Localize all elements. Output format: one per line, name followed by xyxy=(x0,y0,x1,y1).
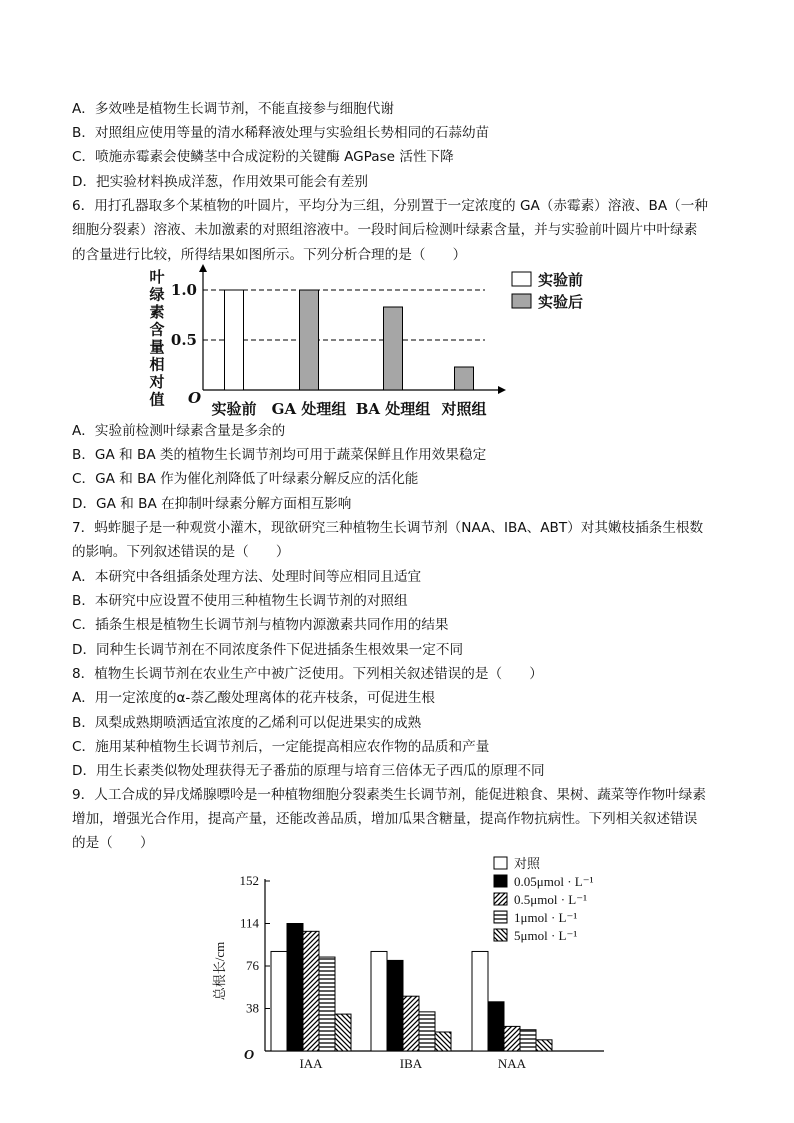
q6-option-b: B．GA 和 BA 类的植物生长调节剂均可用于蔬菜保鲜且作用效果稳定 xyxy=(72,447,487,463)
y-axis-label-char: 相 xyxy=(149,355,165,374)
y-tick-label: 1.0 xyxy=(170,281,197,299)
legend-label: 5μmol · L⁻¹ xyxy=(514,928,578,943)
bar xyxy=(335,1014,351,1051)
bar xyxy=(300,290,319,390)
y-axis-label-char: 叶 xyxy=(149,268,165,286)
chart-root-length xyxy=(200,853,620,1075)
bar xyxy=(488,1002,504,1051)
q6-option-a: A．实验前检测叶绿素含量是多余的 xyxy=(72,423,286,439)
bar xyxy=(536,1040,552,1051)
bar xyxy=(403,996,419,1051)
q6-stem-line: 细胞分裂素）溶液、未加激素的对照组溶液中。一段时间后检测叶绿素含量，并与实验前叶圆片中叶绿素 xyxy=(72,222,698,238)
y-tick-label: 38 xyxy=(246,1000,259,1016)
q7-option-d: D．同种生长调节剂在不同浓度条件下促进插条生根效果一定不同 xyxy=(72,642,464,658)
bar xyxy=(455,367,474,390)
y-axis-label-char: 绿 xyxy=(149,285,165,304)
y-tick-label: 114 xyxy=(239,915,259,931)
q8-option-b: B．凤梨成熟期喷洒适宜浓度的乙烯利可以促进果实的成熟 xyxy=(72,715,422,731)
x-category-label: NAA xyxy=(497,1056,527,1071)
bar xyxy=(384,307,403,390)
bar xyxy=(303,931,319,1051)
x-category-label: BA 处理组 xyxy=(355,400,431,418)
y-axis-label-char: 含 xyxy=(149,320,165,339)
legend-swatch xyxy=(512,294,531,308)
y-axis-label-char: 对 xyxy=(149,373,165,391)
legend-label: 0.5μmol · L⁻¹ xyxy=(514,892,587,907)
q5-option-c: C．喷施赤霉素会使鳞茎中合成淀粉的关键酶 AGPase 活性下降 xyxy=(72,149,454,165)
y-tick-label: 152 xyxy=(239,873,259,888)
bar xyxy=(271,951,287,1051)
bar xyxy=(287,924,303,1052)
bar xyxy=(319,957,335,1051)
bar xyxy=(371,951,387,1051)
x-category-label: IAA xyxy=(299,1056,323,1071)
origin-label: O xyxy=(244,1048,255,1063)
q8-option-d: D．用生长素类似物处理获得无子番茄的原理与培育三倍体无子西瓜的原理不同 xyxy=(72,763,545,779)
legend-swatch xyxy=(494,893,507,905)
q7-stem-line: 7．蚂蚱腿子是一种观赏小灌木，现欲研究三种植物生长调节剂（NAA、IBA、ABT）对其嫩枝插条生根数 xyxy=(72,520,704,536)
y-axis-label-char: 素 xyxy=(149,303,165,321)
y-axis-label xyxy=(148,268,165,409)
y-axis-label: 总根长/cm xyxy=(212,941,227,1001)
legend-label: 实验后 xyxy=(538,293,584,311)
q9-stem-line: 9．人工合成的异戊烯腺嘌呤是一种植物细胞分裂素类生长调节剂，能促进粮食、果树、蔬菜等作物叶绿素 xyxy=(72,787,706,803)
chart-chlorophyll xyxy=(140,262,610,420)
legend-label: 对照 xyxy=(514,856,541,871)
x-category-label: GA 处理组 xyxy=(271,400,347,418)
q7-option-a: A．本研究中各组插条处理方法、处理时间等应相同且适宜 xyxy=(72,569,422,585)
x-axis-arrow xyxy=(498,386,506,394)
legend-swatch xyxy=(512,272,531,286)
y-axis-label-char: 量 xyxy=(149,338,165,356)
q6-stem-line: 6．用打孔器取多个某植物的叶圆片，平均分为三组，分别置于一定浓度的 GA（赤霉素）溶液、BA（一种 xyxy=(72,198,708,214)
q6-option-c: C．GA 和 BA 作为催化剂降低了叶绿素分解反应的活化能 xyxy=(72,471,419,487)
legend-swatch xyxy=(494,857,507,869)
q5-option-a: A．多效唑是植物生长调节剂，不能直接参与细胞代谢 xyxy=(72,101,394,117)
legend-label: 0.05μmol · L⁻¹ xyxy=(514,874,594,889)
q8-stem-line: 8．植物生长调节剂在农业生产中被广泛使用。下列相关叙述错误的是（ ） xyxy=(72,666,543,682)
legend-swatch xyxy=(494,911,507,923)
y-axis-arrow xyxy=(199,264,207,272)
legend-swatch xyxy=(494,875,507,887)
bar xyxy=(520,1030,536,1051)
q5-option-b: B．对照组应使用等量的清水稀释液处理与实验组长势相同的石蒜幼苗 xyxy=(72,125,490,141)
bar xyxy=(387,960,403,1051)
legend-label: 实验前 xyxy=(538,271,584,289)
origin-label: O xyxy=(188,389,202,407)
y-tick-label: 0.5 xyxy=(170,331,197,349)
q9-stem-line: 增加，增强光合作用，提高产量，还能改善品质，增加瓜果含糖量，提高作物抗病性。下列相关叙述错误 xyxy=(72,811,698,827)
legend-label: 1μmol · L⁻¹ xyxy=(514,910,578,925)
legend-swatch xyxy=(494,929,507,941)
q9-stem-line: 的是（ ） xyxy=(72,835,154,851)
bar xyxy=(504,1026,520,1051)
bar xyxy=(435,1032,451,1051)
q8-option-a: A．用一定浓度的α-萘乙酸处理离体的花卉枝条，可促进生根 xyxy=(72,690,436,706)
bar xyxy=(472,951,488,1051)
x-category-label: 对照组 xyxy=(441,400,487,418)
x-category-label: 实验前 xyxy=(211,400,257,418)
q7-stem-line: 的影响。下列叙述错误的是（ ） xyxy=(72,544,290,560)
q6-option-d: D．GA 和 BA 在抑制叶绿素分解方面相互影响 xyxy=(72,496,352,512)
q7-option-b: B．本研究中应设置不使用三种植物生长调节剂的对照组 xyxy=(72,593,408,609)
q7-option-c: C．插条生根是植物生长调节剂与植物内源激素共同作用的结果 xyxy=(72,617,449,633)
x-category-label: IBA xyxy=(399,1056,423,1071)
y-axis-label-char: 值 xyxy=(149,390,165,409)
bar xyxy=(419,1012,435,1051)
y-tick-label: 76 xyxy=(246,958,259,973)
bar xyxy=(225,290,244,390)
q6-stem-line: 的含量进行比较，所得结果如图所示。下列分析合理的是（ ） xyxy=(72,247,467,263)
q8-option-c: C．施用某种植物生长调节剂后，一定能提高相应农作物的品质和产量 xyxy=(72,739,490,755)
q5-option-d: D．把实验材料换成洋葱，作用效果可能会有差别 xyxy=(72,174,368,190)
